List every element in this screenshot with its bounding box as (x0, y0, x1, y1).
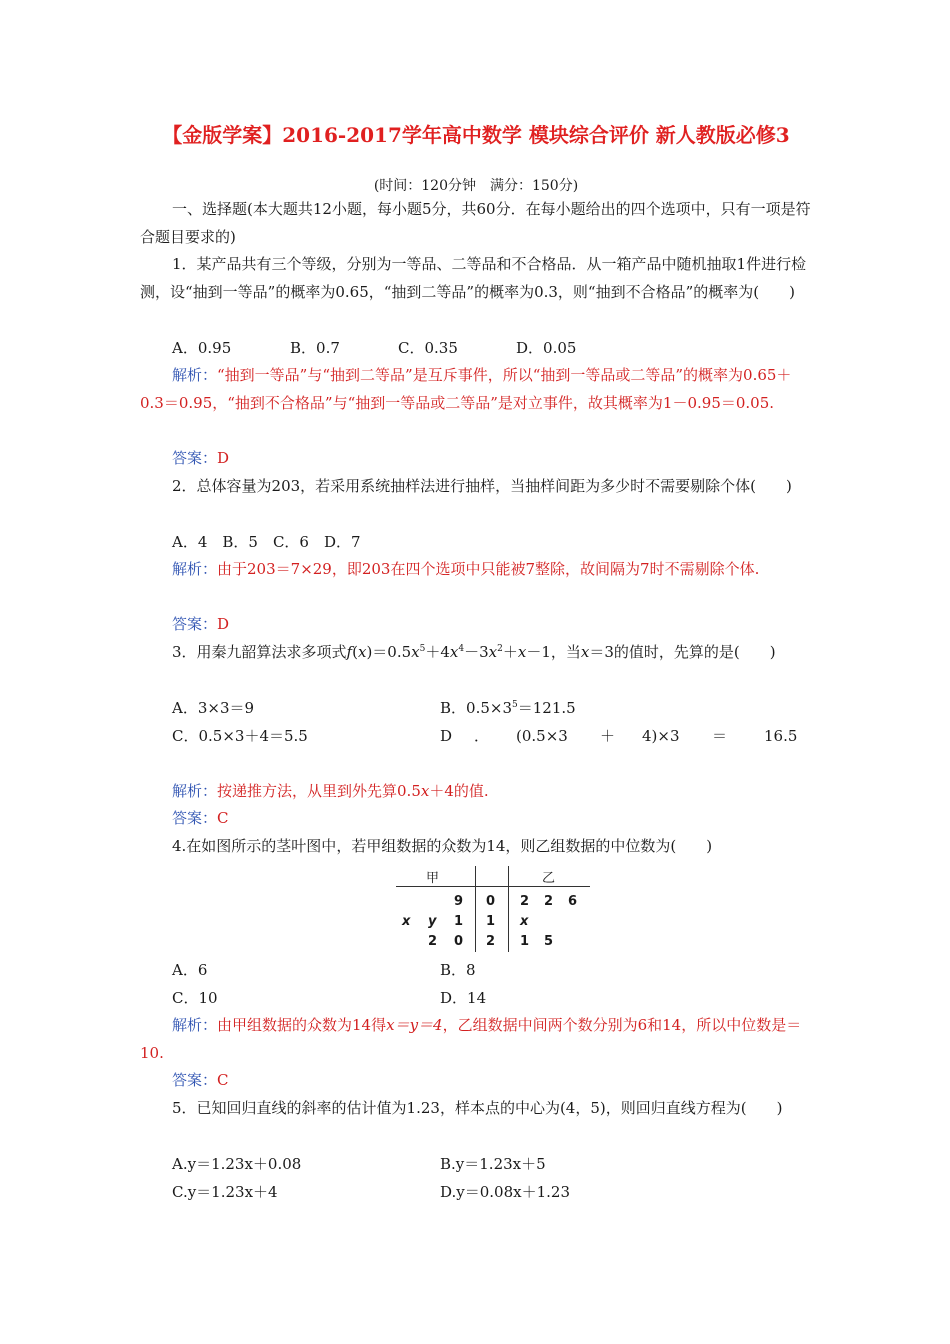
plot-stem: 2 (486, 934, 496, 949)
question-3-answer (140, 805, 812, 833)
question-3-analysis: 解析：按递推方法，从里到外先算0.5x＋4的值. (172, 782, 489, 800)
plot-leaf-right: 5 (544, 934, 554, 949)
question-4-options-ab (172, 956, 812, 984)
plot-header-rule (396, 886, 590, 887)
q1-option-c: C．0.35 (398, 339, 458, 357)
q5-option-c: C.y＝1.23x＋4 (172, 1183, 278, 1201)
answer-label: 答案： (172, 809, 218, 827)
q3-option-d-equals: ＝ (712, 727, 728, 745)
plot-leaf-right: 2 (544, 894, 554, 909)
plot-leaf-left: 0 (454, 934, 464, 949)
answer-label: 答案： (172, 449, 218, 467)
plot-stem: 0 (486, 894, 496, 909)
plot-leaf-left: 1 (454, 914, 464, 929)
q3-option-d-letter: D (440, 727, 453, 745)
q3-option-d-part2: 4)×3 (642, 727, 680, 745)
q4-option-d: D．14 (440, 989, 487, 1007)
answer-label: 答案： (172, 615, 218, 633)
plot-leaf-right: 1 (520, 934, 530, 949)
q1-option-b: B．0.7 (290, 339, 340, 357)
q3-option-d-result: 16.5 (764, 727, 798, 745)
analysis-text: “抽到一等品”与“抽到二等品”是互斥事件，所以“抽到一等品或二等品”的概率为0.65＋0.3＝0.95，“抽到不合格品”与“抽到一等品或二等品”是对立事件，故其概率为1－0.95＝0.05. (140, 366, 792, 412)
plot-leaf-left: y (428, 914, 437, 929)
document-title: 【金版学案】2016-2017学年高中数学 模块综合评价 新人教版必修3 (162, 123, 790, 147)
answer-value: D (217, 615, 230, 633)
analysis-label: 解析： (172, 782, 218, 800)
q3-option-a: A．3×3＝9 (172, 699, 255, 717)
plot-right-header: 乙 (542, 871, 556, 886)
q3-option-b: B．$0.5\times 3^5=121.5$ (440, 699, 576, 717)
plot-leaf-left: x (402, 914, 411, 929)
plot-leaf-left: 2 (428, 934, 438, 949)
stem-leaf-plot (396, 866, 590, 956)
q1-option-a: A．0.95 (172, 339, 232, 357)
question-3-options-ab (172, 694, 812, 722)
q3-option-d-dot: ． (474, 727, 490, 745)
q5-option-d: D.y＝0.08x＋1.23 (440, 1183, 570, 1201)
plot-leaf-right: 6 (568, 894, 578, 909)
plot-leaf-left: 9 (454, 894, 464, 909)
q4-option-c: C．10 (172, 989, 218, 1007)
analysis-label: 解析： (172, 366, 218, 384)
plot-right-divider (508, 866, 509, 952)
answer-label: 答案： (172, 1071, 218, 1089)
analysis-label: 解析： (172, 1016, 218, 1034)
q3-option-c: C．0.5×3＋4＝5.5 (172, 727, 308, 745)
analysis-text: 由于203＝7×29，即203在四个选项中只能被7整除，故间隔为7时不需剔除个体. (217, 560, 760, 578)
analysis-label: 解析： (172, 560, 218, 578)
plot-left-header: 甲 (426, 871, 440, 886)
q1-option-d: D．0.05 (516, 339, 577, 357)
question-1-analysis (140, 362, 812, 417)
question-2-stem: 2．总体容量为203，若采用系统抽样法进行抽样，当抽样间距为多少时不需要剔除个体( ) (172, 477, 792, 495)
plot-left-divider (475, 866, 476, 952)
exam-time-score: (时间：120分钟 满分：150分) (373, 178, 579, 194)
question-4-stem: 4.在如图所示的茎叶图中，若甲组数据的众数为14，则乙组数据的中位数为( ) (172, 837, 713, 855)
question-3-stem: 3．用秦九韶算法求多项式$f(x)=0.5x^5+4x^4-3x^2+x-1$，当x＝3的值时，先算的是( ) (172, 643, 776, 661)
question-1-options (172, 334, 812, 362)
question-4-answer (140, 1067, 812, 1095)
answer-value: C (217, 1071, 229, 1089)
question-5-options-cd (172, 1178, 812, 1206)
question-2-options: A．4 B．5 C．6 D．7 (172, 533, 361, 551)
q5-option-a: A.y＝1.23x＋0.08 (172, 1155, 302, 1173)
q4-option-a: A．6 (172, 961, 208, 979)
question-5-stem: 5．已知回归直线的斜率的估计值为1.23，样本点的中心为(4，5)，则回归直线方程为( ) (172, 1099, 783, 1117)
question-1-answer (140, 445, 812, 473)
question-3-options-cd (172, 722, 812, 750)
q3-option-d-plus: ＋ (600, 727, 616, 745)
question-5-options-ab (172, 1150, 812, 1178)
plot-stem: 1 (486, 914, 496, 929)
q3-option-d-part1: (0.5×3 (516, 727, 568, 745)
q5-option-b: B.y＝1.23x＋5 (440, 1155, 546, 1173)
question-2-analysis (140, 556, 812, 584)
q4-option-b: B．8 (440, 961, 476, 979)
plot-leaf-right: x (520, 914, 529, 929)
question-1-stem: 1．某产品共有三个等级，分别为一等品、二等品和不合格品．从一箱产品中随机抽取1件进行检测，设“抽到一等品”的概率为0.65，“抽到二等品”的概率为0.3，则“抽到不合格品”的概率为( ) (140, 255, 807, 301)
answer-value: C (217, 809, 229, 827)
section-heading: 一、选择题(本大题共12小题，每小题5分，共60分．在每小题给出的四个选项中，只有一项是符合题目要求的) (140, 200, 811, 246)
plot-leaf-right: 2 (520, 894, 530, 909)
question-4-analysis: 解析：由甲组数据的众数为14得x＝y＝4，乙组数据中间两个数分别为6和14，所以中位数是＝10. (140, 1016, 802, 1062)
question-4-options-cd (172, 984, 812, 1012)
answer-value: D (217, 449, 230, 467)
question-2-answer (140, 611, 812, 639)
